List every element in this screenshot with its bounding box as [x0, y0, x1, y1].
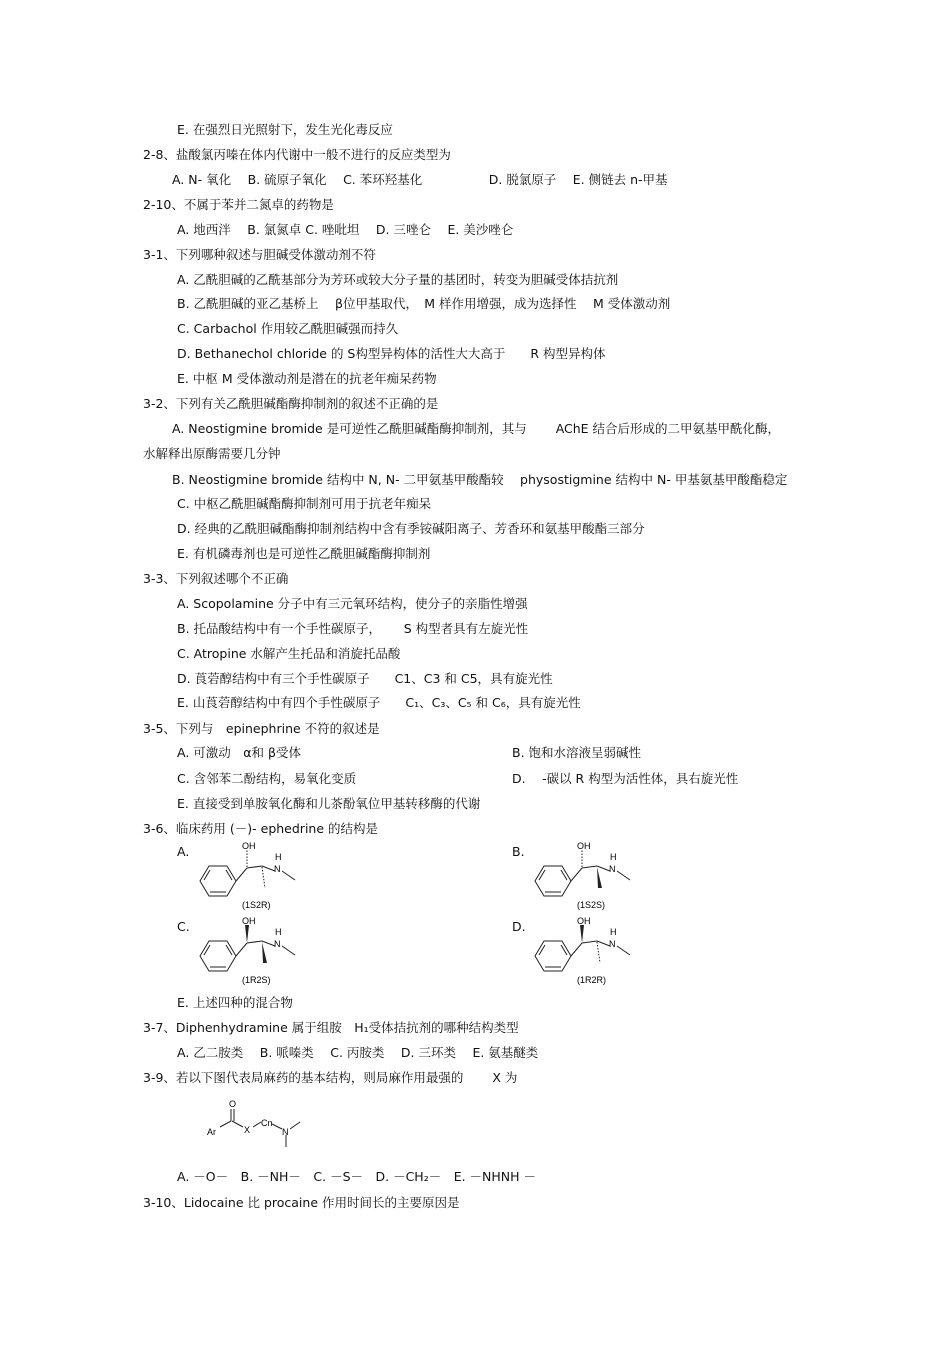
config-label: (1R2R)	[577, 975, 607, 985]
ephedrine-structure-b	[530, 838, 650, 913]
nh-h-label: H	[275, 852, 282, 862]
ephedrine-structure-a	[195, 838, 315, 913]
question-3-3-option-d: D. 莨菪醇结构中有三个手性碳原子 C1、C3 和 C5，具有旋光性	[177, 671, 553, 686]
question-3-9-options: A. －O－ B. －NH－ C. －S－ D. －CH₂－ E. －NHNH －	[177, 1169, 537, 1184]
q27-option-e: E. 在强烈日光照射下，发生光化毒反应	[177, 122, 393, 137]
question-3-6-label-d: D.	[512, 919, 526, 934]
question-3-5-option-a: A. 可激动 α和 β受体	[177, 745, 301, 760]
question-3-2-option-a-cont: 水解释出原酶需要几分钟	[143, 446, 281, 461]
question-3-2-option-c: C. 中枢乙酰胆碱酯酶抑制剂可用于抗老年痴呆	[177, 496, 432, 511]
oh-label: OH	[242, 841, 256, 851]
question-3-6-label-c: C.	[177, 919, 190, 934]
cn-label: Cn	[261, 1118, 273, 1128]
n-label: N	[274, 939, 281, 949]
question-3-1-option-e: E. 中枢 M 受体激动剂是潜在的抗老年痴呆药物	[177, 371, 437, 386]
question-3-6-label-a: A.	[177, 844, 190, 859]
question-3-2-option-b: B. Neostigmine bromide 结构中 N, N- 二甲氨基甲酸酯较 physostigmine 结构中 N- 甲基氨基甲酸酯稳定	[172, 472, 788, 487]
nh-h-label: H	[610, 852, 617, 862]
oh-label: OH	[577, 841, 591, 851]
question-3-2-option-d: D. 经典的乙酰胆碱酯酶抑制剂结构中含有季铵碱阳离子、芳香环和氨基甲酸酯三部分	[177, 521, 645, 536]
question-3-9: 3-9、若以下图代表局麻药的基本结构，则局麻作用最强的 X 为	[143, 1070, 518, 1085]
question-3-2-option-e: E. 有机磷毒剂也是可逆性乙酰胆碱酯酶抑制剂	[177, 546, 431, 561]
x-label: X	[244, 1125, 251, 1135]
question-2-8: 2-8、盐酸氯丙嗪在体内代谢中一般不进行的反应类型为	[143, 147, 451, 162]
ar-label: Ar	[207, 1127, 216, 1137]
question-3-5: 3-5、下列与 epinephrine 不符的叙述是	[143, 721, 380, 736]
question-3-5-option-b: B. 饱和水溶液呈弱碱性	[512, 745, 642, 760]
question-3-3-option-c: C. Atropine 水解产生托品和消旋托品酸	[177, 646, 401, 661]
question-3-1-option-c: C. Carbachol 作用较乙酰胆碱强而持久	[177, 321, 399, 336]
nh-h-label: H	[275, 927, 282, 937]
question-3-10: 3-10、Lidocaine 比 procaine 作用时间长的主要原因是	[143, 1195, 460, 1210]
question-3-6-option-e: E. 上述四种的混合物	[177, 995, 293, 1010]
question-3-2: 3-2、下列有关乙酰胆碱酯酶抑制剂的叙述不正确的是	[143, 396, 439, 411]
n-label: N	[274, 864, 281, 874]
n-label: N	[609, 939, 616, 949]
question-3-1-option-a: A. 乙酰胆碱的乙酰基部分为芳环或较大分子量的基团时，转变为胆碱受体拮抗剂	[177, 272, 619, 287]
carbonyl-o-label: O	[229, 1099, 237, 1109]
question-3-6-label-b: B.	[512, 844, 525, 859]
ephedrine-structure-d	[530, 913, 650, 988]
n-label: N	[609, 864, 616, 874]
question-2-10-options: A. 地西泮 B. 氯氮卓 C. 唑吡坦 D. 三唑仑 E. 美沙唑仑	[177, 222, 514, 237]
config-label: (1R2S)	[242, 975, 271, 985]
question-3-6: 3-6、临床药用 (－)- ephedrine 的结构是	[143, 821, 378, 836]
question-3-3-option-e: E. 山莨菪醇结构中有四个手性碳原子 C₁、C₃、C₅ 和 C₆，具有旋光性	[177, 695, 581, 710]
question-3-2-option-a: A. Neostigmine bromide 是可逆性乙酰胆碱酯酶抑制剂，其与 AChE 结合后形成的二甲氨基甲酰化酶，	[172, 421, 781, 436]
question-3-5-option-e: E. 直接受到单胺氧化酶和儿茶酚氧位甲基转移酶的代谢	[177, 796, 481, 811]
nh-h-label: H	[610, 927, 617, 937]
config-label: (1S2S)	[577, 900, 606, 910]
question-3-5-option-c: C. 含邻苯二酚结构，易氧化变质	[177, 771, 357, 786]
question-3-3-option-a: A. Scopolamine 分子中有三元氧环结构，使分子的亲脂性增强	[177, 596, 528, 611]
question-3-1: 3-1、下列哪种叙述与胆碱受体激动剂不符	[143, 247, 376, 262]
config-label: (1S2R)	[242, 900, 271, 910]
question-2-10: 2-10、不属于苯并二氮卓的药物是	[143, 197, 334, 212]
local-anesthetic-scaffold	[200, 1095, 320, 1155]
question-3-7: 3-7、Diphenhydramine 属于组胺 H₁受体拮抗剂的哪种结构类型	[143, 1020, 519, 1035]
question-3-1-option-d: D. Bethanechol chloride 的 S构型异构体的活性大大高于 R 构型异构体	[177, 346, 606, 361]
question-3-3-option-b: B. 托品酸结构中有一个手性碳原子， S 构型者具有左旋光性	[177, 621, 529, 636]
question-3-7-options: A. 乙二胺类 B. 哌嗪类 C. 丙胺类 D. 三环类 E. 氨基醚类	[177, 1045, 539, 1060]
question-3-5-option-d: D. -碳以 R 构型为活性体，具右旋光性	[512, 771, 739, 786]
ephedrine-structure-c	[195, 913, 315, 988]
oh-label: OH	[242, 916, 256, 926]
oh-label: OH	[577, 916, 591, 926]
n-label: N	[282, 1127, 289, 1137]
question-3-3: 3-3、下列叙述哪个不正确	[143, 571, 289, 586]
question-3-1-option-b: B. 乙酰胆碱的亚乙基桥上 β位甲基取代， M 样作用增强，成为选择性 M 受体激动剂	[177, 296, 671, 311]
question-2-8-options: A. N- 氧化 B. 硫原子氧化 C. 苯环羟基化 D. 脱氯原子 E. 侧链去 n-甲基	[172, 172, 668, 187]
